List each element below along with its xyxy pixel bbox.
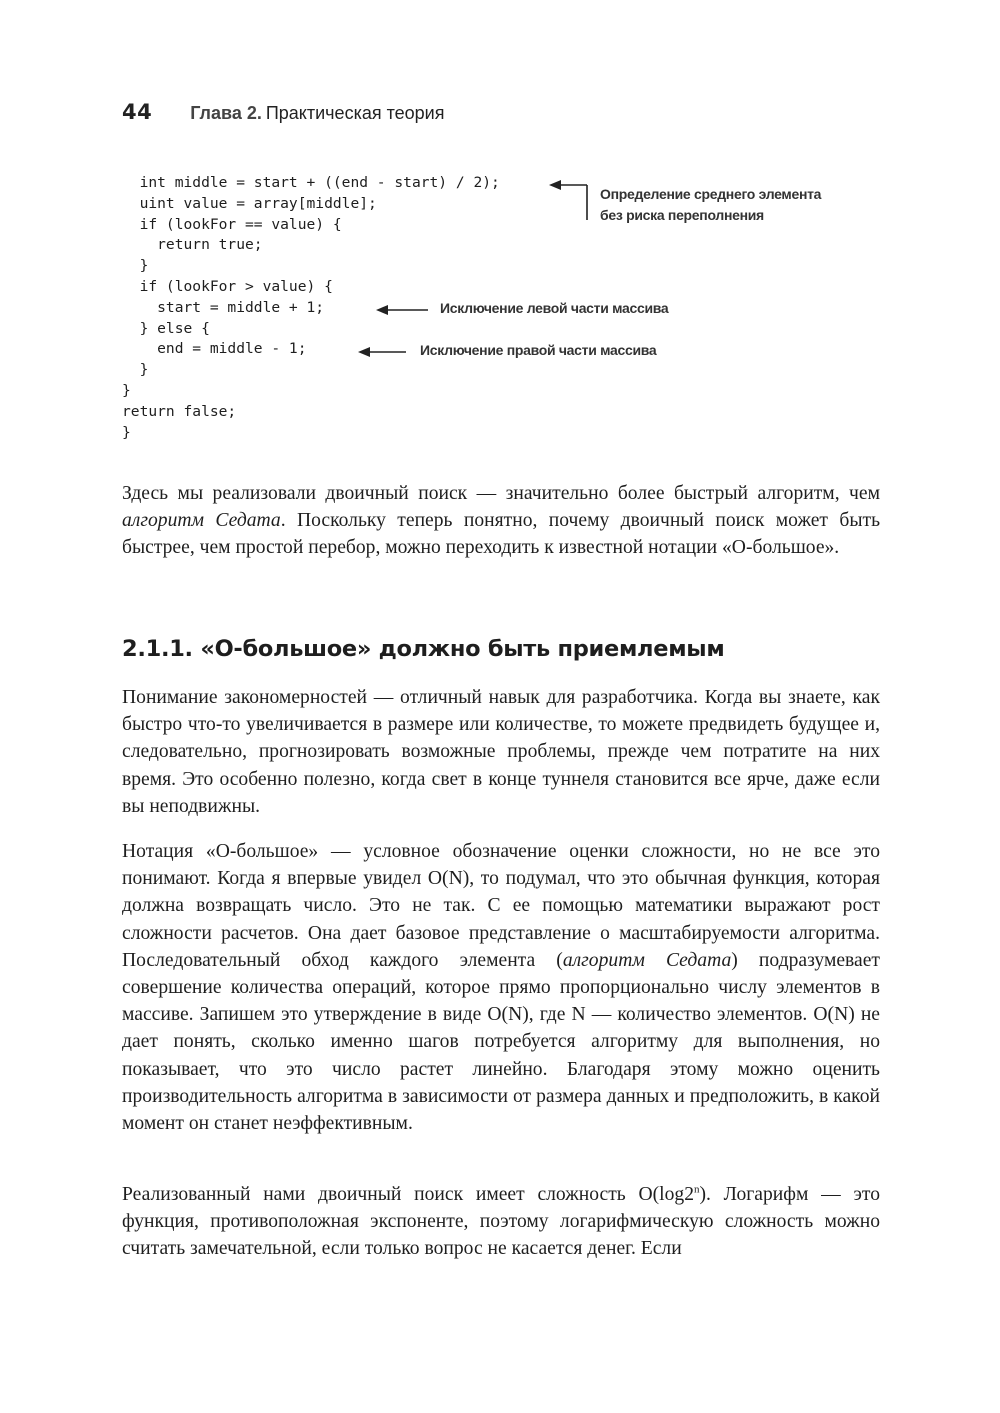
code-line: uint value = array[middle]; — [122, 194, 377, 212]
paragraph-binary-search: Здесь мы реализовали двоичный поиск — значительно более быстрый алгоритм, чем алгоритм Седата. Поскольку теперь понятно, почему двоичный поиск может быть быстрее, чем простой перебор, можно переходить к известной нотации «О-большое». — [122, 483, 881, 559]
code-line: if (lookFor == value) { — [122, 215, 342, 233]
annotation-exclude-right: Исключение правой части массива — [420, 342, 657, 358]
running-header — [122, 100, 444, 134]
code-line: } — [122, 423, 131, 441]
annotation-middle-line2: без риска переполнения — [600, 207, 764, 223]
superscript-n: n — [694, 1183, 700, 1196]
page-number: 44 — [122, 100, 153, 124]
code-line: start = middle + 1; — [122, 298, 325, 316]
paragraph-big-o-notation: Нотация «О-большое» — условное обозначение оценки сложности, но не все это понимают. Когда я впервые увидел O(N), то подумал, что это обычная функция, которая должна возвращать число. Это не так. С ее помощью математики выражают рост сложности расчетов. Она дает базовое представление о масштабируемости алгоритма. Последовательный обход каждого элемента (алгоритм Седата) подразумевает совершение количества операций, которое прямо пропорционально числу элементов в массиве. Запишем это утверждение в виде O(N), где N — количество элементов. O(N) не дает понять, сколько именно шагов потребуется алгоритму для выполнения, но показывает, что это число растет линейно. Благодаря этому можно оценить производительность алгоритма в зависимости от размера данных и предположить, в какой момент он станет неэффективным. — [122, 841, 880, 1135]
code-line: int middle = start + ((end - start) / 2); — [122, 174, 500, 191]
annotation-arrow-right — [354, 343, 414, 361]
emphasis-sedat-algorithm: алгоритм Седата — [562, 949, 732, 971]
code-line: } — [122, 361, 149, 379]
code-line: } else { — [122, 319, 210, 337]
code-line: return false; — [122, 402, 237, 420]
annotation-middle-line1: Определение среднего элемента — [600, 186, 822, 202]
annotation-middle-element — [600, 184, 821, 226]
code-line: if (lookFor > value) { — [122, 277, 333, 295]
annotation-arrow-left — [372, 301, 432, 319]
code-line: } — [122, 381, 131, 399]
chapter-title: Практическая теория — [265, 103, 445, 123]
annotation-arrow-middle — [545, 176, 595, 226]
section-heading: 2.1.1. «О-большое» должно быть приемлемым — [122, 636, 725, 662]
code-line: end = middle - 1; — [122, 340, 307, 358]
emphasis-sedat-algorithm: алгоритм Седата — [122, 510, 281, 532]
paragraph-logarithm: Реализованный нами двоичный поиск имеет сложность O(log2$^n$). Логарифм — это функция, противоположная экспоненте, поэтому логарифмическую сложность можно считать замечательной, если только вопрос не касается денег. Если — [122, 1183, 880, 1260]
chapter-label: Глава 2. — [190, 103, 262, 123]
paragraph-patterns: Понимание закономерностей — отличный навык для разработчика. Когда вы знаете, как быстро что-то увеличивается в размере или количестве, то можете предвидеть будущее и, следовательно, прогнозировать возможные проблемы, прежде чем потратите на них время. Это особенно полезно, когда свет в конце туннеля становится все ярче, даже если вы неподвижны. — [122, 687, 880, 817]
code-line: } — [122, 257, 149, 275]
annotation-exclude-left: Исключение левой части массива — [440, 300, 669, 316]
code-line: return true; — [122, 236, 263, 254]
